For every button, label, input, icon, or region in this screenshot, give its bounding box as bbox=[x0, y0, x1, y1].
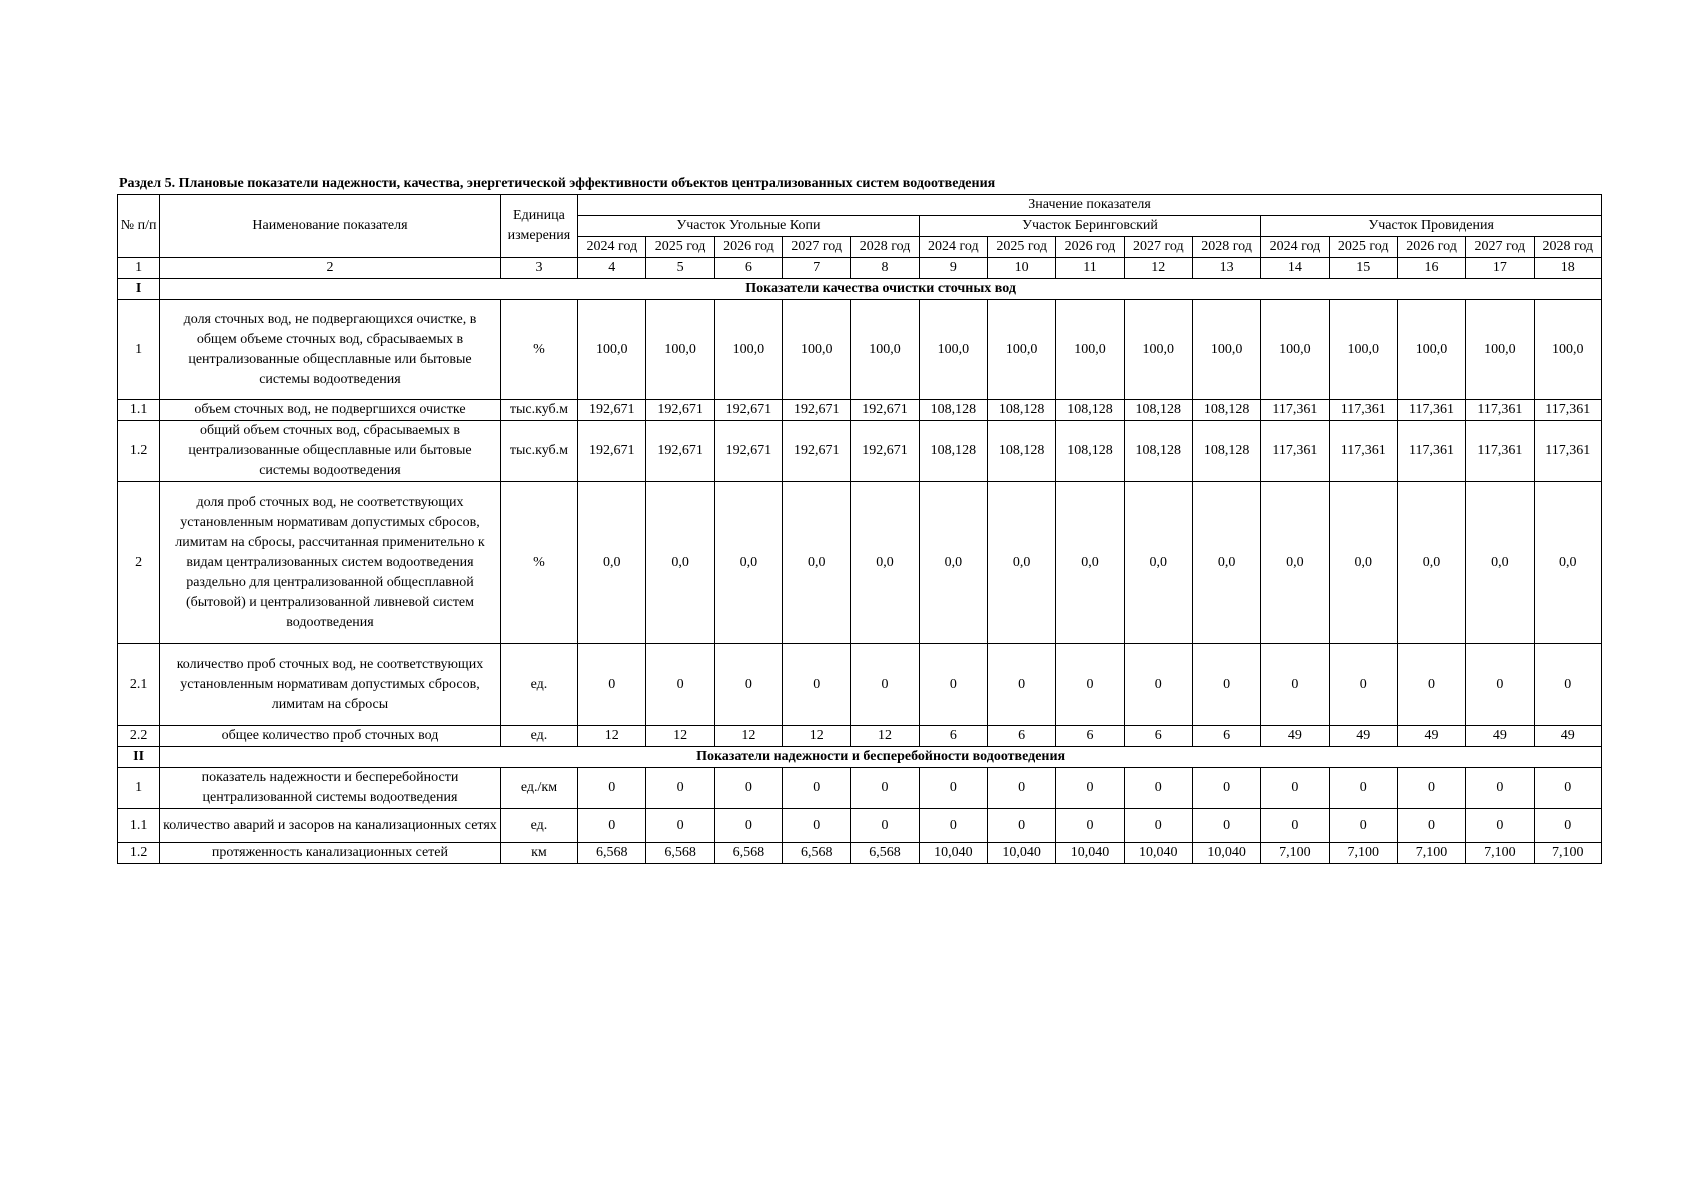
value-cell: 0 bbox=[988, 768, 1056, 809]
row-number: 1.1 bbox=[118, 809, 160, 843]
value-cell: 100,0 bbox=[1534, 300, 1602, 400]
value-cell: 6,568 bbox=[783, 843, 851, 864]
header-site: Участок Провидения bbox=[1261, 216, 1602, 237]
header-name: Наименование показателя bbox=[160, 195, 501, 258]
value-cell: 0 bbox=[1056, 809, 1124, 843]
value-cell: 0,0 bbox=[714, 482, 782, 644]
section-row bbox=[118, 747, 1602, 768]
row-number: 1.2 bbox=[118, 843, 160, 864]
value-cell: 117,361 bbox=[1329, 421, 1397, 482]
indicator-name: количество проб сточных вод, не соответствующих установленным нормативам допустимых сбросов, лимитам на сбросы bbox=[160, 644, 501, 726]
value-cell: 0 bbox=[1534, 809, 1602, 843]
indicator-name: доля сточных вод, не подвергающихся очистке, в общем объеме сточных вод, сбрасываемых в централизованные общесплавные или бытовые системы водоотведения bbox=[160, 300, 501, 400]
value-cell: 49 bbox=[1534, 726, 1602, 747]
header-year: 2025 год bbox=[988, 237, 1056, 258]
value-cell: 0,0 bbox=[1261, 482, 1329, 644]
header-site: Участок Угольные Копи bbox=[578, 216, 920, 237]
value-cell: 0 bbox=[919, 768, 987, 809]
value-cell: 192,671 bbox=[714, 421, 782, 482]
value-cell: 0 bbox=[1329, 768, 1397, 809]
indicator-name: протяженность канализационных сетей bbox=[160, 843, 501, 864]
value-cell: 0 bbox=[851, 809, 919, 843]
value-cell: 0 bbox=[1124, 809, 1192, 843]
header-year: 2024 год bbox=[1261, 237, 1329, 258]
value-cell: 0 bbox=[646, 644, 714, 726]
value-cell: 0 bbox=[1397, 644, 1465, 726]
value-cell: 100,0 bbox=[783, 300, 851, 400]
value-cell: 10,040 bbox=[1056, 843, 1124, 864]
column-number: 6 bbox=[714, 258, 782, 279]
section-row bbox=[118, 279, 1602, 300]
value-cell: 7,100 bbox=[1329, 843, 1397, 864]
indicator-name: показатель надежности и бесперебойности централизованной системы водоотведения bbox=[160, 768, 501, 809]
value-cell: 100,0 bbox=[1261, 300, 1329, 400]
value-cell: 108,128 bbox=[919, 421, 987, 482]
table-body bbox=[118, 279, 1602, 864]
value-cell: 49 bbox=[1466, 726, 1534, 747]
value-cell: 117,361 bbox=[1466, 400, 1534, 421]
value-cell: 117,361 bbox=[1397, 400, 1465, 421]
value-cell: 0 bbox=[1261, 644, 1329, 726]
value-cell: 0 bbox=[988, 644, 1056, 726]
column-number: 13 bbox=[1192, 258, 1260, 279]
table-row bbox=[118, 421, 1602, 482]
value-cell: 0 bbox=[714, 644, 782, 726]
header-year: 2025 год bbox=[646, 237, 714, 258]
value-cell: 6 bbox=[1056, 726, 1124, 747]
value-cell: 0,0 bbox=[1329, 482, 1397, 644]
value-cell: 117,361 bbox=[1397, 421, 1465, 482]
header-site: Участок Беринговский bbox=[919, 216, 1261, 237]
value-cell: 49 bbox=[1329, 726, 1397, 747]
value-cell: 100,0 bbox=[1192, 300, 1260, 400]
unit-cell: тыс.куб.м bbox=[500, 400, 577, 421]
value-cell: 12 bbox=[646, 726, 714, 747]
unit-cell: % bbox=[500, 482, 577, 644]
table-header bbox=[118, 195, 1602, 279]
value-cell: 7,100 bbox=[1466, 843, 1534, 864]
indicator-name: общий объем сточных вод, сбрасываемых в централизованные общесплавные или бытовые системы водоотведения bbox=[160, 421, 501, 482]
header-unit: Единица измерения bbox=[500, 195, 577, 258]
value-cell: 0 bbox=[714, 809, 782, 843]
row-number: 1 bbox=[118, 300, 160, 400]
value-cell: 0 bbox=[1534, 644, 1602, 726]
table-row bbox=[118, 482, 1602, 644]
value-cell: 0,0 bbox=[783, 482, 851, 644]
value-cell: 0 bbox=[1329, 644, 1397, 726]
value-cell: 0 bbox=[919, 644, 987, 726]
header-value: Значение показателя bbox=[578, 195, 1602, 216]
value-cell: 0 bbox=[783, 768, 851, 809]
section-number: II bbox=[118, 747, 160, 768]
value-cell: 100,0 bbox=[646, 300, 714, 400]
value-cell: 6,568 bbox=[646, 843, 714, 864]
value-cell: 100,0 bbox=[578, 300, 646, 400]
row-number: 1.1 bbox=[118, 400, 160, 421]
value-cell: 0 bbox=[646, 768, 714, 809]
header-year: 2028 год bbox=[851, 237, 919, 258]
section-number: I bbox=[118, 279, 160, 300]
row-number: 1.2 bbox=[118, 421, 160, 482]
value-cell: 117,361 bbox=[1534, 400, 1602, 421]
value-cell: 108,128 bbox=[1056, 400, 1124, 421]
header-year: 2024 год bbox=[919, 237, 987, 258]
column-number: 14 bbox=[1261, 258, 1329, 279]
value-cell: 0 bbox=[1466, 768, 1534, 809]
unit-cell: ед. bbox=[500, 644, 577, 726]
column-number: 15 bbox=[1329, 258, 1397, 279]
header-num: № п/п bbox=[118, 195, 160, 258]
value-cell: 0,0 bbox=[1466, 482, 1534, 644]
value-cell: 117,361 bbox=[1261, 400, 1329, 421]
value-cell: 108,128 bbox=[1192, 421, 1260, 482]
row-number: 2 bbox=[118, 482, 160, 644]
header-year: 2028 год bbox=[1192, 237, 1260, 258]
value-cell: 0,0 bbox=[1534, 482, 1602, 644]
value-cell: 192,671 bbox=[851, 400, 919, 421]
value-cell: 100,0 bbox=[1397, 300, 1465, 400]
column-numbers-row bbox=[118, 258, 1602, 279]
value-cell: 0 bbox=[1261, 809, 1329, 843]
value-cell: 0 bbox=[578, 809, 646, 843]
value-cell: 6,568 bbox=[578, 843, 646, 864]
value-cell: 0 bbox=[1124, 768, 1192, 809]
value-cell: 10,040 bbox=[1192, 843, 1260, 864]
value-cell: 108,128 bbox=[1056, 421, 1124, 482]
indicator-name: доля проб сточных вод, не соответствующих установленным нормативам допустимых сбросов, лимитам на сбросы, рассчитанная применительно к видам централизованных систем водоотведения раздельно для централизованной общесплавной (бытовой) и централизованной ливневой систем водоотведения bbox=[160, 482, 501, 644]
column-number: 5 bbox=[646, 258, 714, 279]
header-year: 2025 год bbox=[1329, 237, 1397, 258]
value-cell: 108,128 bbox=[988, 400, 1056, 421]
value-cell: 12 bbox=[578, 726, 646, 747]
unit-cell: ед. bbox=[500, 809, 577, 843]
row-number: 2.2 bbox=[118, 726, 160, 747]
value-cell: 0 bbox=[646, 809, 714, 843]
value-cell: 117,361 bbox=[1261, 421, 1329, 482]
value-cell: 10,040 bbox=[1124, 843, 1192, 864]
column-number: 1 bbox=[118, 258, 160, 279]
column-number: 12 bbox=[1124, 258, 1192, 279]
value-cell: 0 bbox=[1192, 644, 1260, 726]
value-cell: 0 bbox=[1192, 768, 1260, 809]
column-number: 8 bbox=[851, 258, 919, 279]
table-row bbox=[118, 726, 1602, 747]
value-cell: 0 bbox=[919, 809, 987, 843]
value-cell: 0,0 bbox=[1124, 482, 1192, 644]
header-year: 2027 год bbox=[1124, 237, 1192, 258]
value-cell: 192,671 bbox=[714, 400, 782, 421]
value-cell: 0 bbox=[1397, 809, 1465, 843]
value-cell: 0 bbox=[1534, 768, 1602, 809]
value-cell: 192,671 bbox=[646, 421, 714, 482]
header-year: 2027 год bbox=[783, 237, 851, 258]
value-cell: 0 bbox=[1124, 644, 1192, 726]
value-cell: 0 bbox=[714, 768, 782, 809]
value-cell: 0,0 bbox=[919, 482, 987, 644]
column-number: 7 bbox=[783, 258, 851, 279]
value-cell: 7,100 bbox=[1261, 843, 1329, 864]
value-cell: 0 bbox=[1056, 644, 1124, 726]
value-cell: 0 bbox=[988, 809, 1056, 843]
value-cell: 108,128 bbox=[1124, 400, 1192, 421]
header-year: 2026 год bbox=[1056, 237, 1124, 258]
unit-cell: тыс.куб.м bbox=[500, 421, 577, 482]
header-year: 2026 год bbox=[1397, 237, 1465, 258]
value-cell: 6,568 bbox=[714, 843, 782, 864]
row-number: 2.1 bbox=[118, 644, 160, 726]
column-number: 18 bbox=[1534, 258, 1602, 279]
value-cell: 6,568 bbox=[851, 843, 919, 864]
indicators-table bbox=[117, 194, 1602, 864]
value-cell: 108,128 bbox=[1124, 421, 1192, 482]
value-cell: 192,671 bbox=[578, 421, 646, 482]
value-cell: 100,0 bbox=[988, 300, 1056, 400]
page-title: Раздел 5. Плановые показатели надежности, качества, энергетической эффективности объектов централизованных систем водоотведения bbox=[119, 176, 996, 191]
value-cell: 0,0 bbox=[578, 482, 646, 644]
value-cell: 6 bbox=[1192, 726, 1260, 747]
unit-cell: % bbox=[500, 300, 577, 400]
indicator-name: общее количество проб сточных вод bbox=[160, 726, 501, 747]
value-cell: 100,0 bbox=[1056, 300, 1124, 400]
value-cell: 10,040 bbox=[988, 843, 1056, 864]
column-number: 17 bbox=[1466, 258, 1534, 279]
value-cell: 192,671 bbox=[646, 400, 714, 421]
value-cell: 100,0 bbox=[919, 300, 987, 400]
value-cell: 100,0 bbox=[1124, 300, 1192, 400]
value-cell: 108,128 bbox=[988, 421, 1056, 482]
value-cell: 0 bbox=[851, 644, 919, 726]
section-title: Показатели качества очистки сточных вод bbox=[160, 279, 1602, 300]
value-cell: 0 bbox=[1329, 809, 1397, 843]
value-cell: 6 bbox=[988, 726, 1056, 747]
column-number: 4 bbox=[578, 258, 646, 279]
value-cell: 49 bbox=[1261, 726, 1329, 747]
value-cell: 0 bbox=[1397, 768, 1465, 809]
table-row bbox=[118, 300, 1602, 400]
value-cell: 7,100 bbox=[1397, 843, 1465, 864]
value-cell: 0,0 bbox=[1397, 482, 1465, 644]
unit-cell: ед. bbox=[500, 726, 577, 747]
column-number: 10 bbox=[988, 258, 1056, 279]
value-cell: 0,0 bbox=[1056, 482, 1124, 644]
value-cell: 6 bbox=[1124, 726, 1192, 747]
value-cell: 12 bbox=[714, 726, 782, 747]
column-number: 16 bbox=[1397, 258, 1465, 279]
value-cell: 0 bbox=[1192, 809, 1260, 843]
value-cell: 0 bbox=[1466, 809, 1534, 843]
indicator-name: количество аварий и засоров на канализационных сетях bbox=[160, 809, 501, 843]
column-number: 3 bbox=[500, 258, 577, 279]
table-row bbox=[118, 809, 1602, 843]
value-cell: 192,671 bbox=[578, 400, 646, 421]
value-cell: 192,671 bbox=[783, 421, 851, 482]
value-cell: 12 bbox=[851, 726, 919, 747]
column-number: 2 bbox=[160, 258, 501, 279]
value-cell: 117,361 bbox=[1466, 421, 1534, 482]
header-row bbox=[118, 195, 1602, 216]
value-cell: 0 bbox=[1261, 768, 1329, 809]
value-cell: 0 bbox=[1056, 768, 1124, 809]
value-cell: 0,0 bbox=[646, 482, 714, 644]
value-cell: 0 bbox=[578, 768, 646, 809]
value-cell: 0,0 bbox=[1192, 482, 1260, 644]
value-cell: 0 bbox=[578, 644, 646, 726]
row-number: 1 bbox=[118, 768, 160, 809]
value-cell: 108,128 bbox=[919, 400, 987, 421]
column-number: 9 bbox=[919, 258, 987, 279]
value-cell: 192,671 bbox=[783, 400, 851, 421]
value-cell: 0,0 bbox=[988, 482, 1056, 644]
indicator-name: объем сточных вод, не подвергшихся очистке bbox=[160, 400, 501, 421]
value-cell: 117,361 bbox=[1329, 400, 1397, 421]
value-cell: 117,361 bbox=[1534, 421, 1602, 482]
header-year: 2028 год bbox=[1534, 237, 1602, 258]
column-number: 11 bbox=[1056, 258, 1124, 279]
value-cell: 108,128 bbox=[1192, 400, 1260, 421]
unit-cell: км bbox=[500, 843, 577, 864]
value-cell: 100,0 bbox=[714, 300, 782, 400]
value-cell: 100,0 bbox=[1466, 300, 1534, 400]
value-cell: 12 bbox=[783, 726, 851, 747]
value-cell: 100,0 bbox=[1329, 300, 1397, 400]
value-cell: 0 bbox=[851, 768, 919, 809]
value-cell: 10,040 bbox=[919, 843, 987, 864]
value-cell: 49 bbox=[1397, 726, 1465, 747]
table-row bbox=[118, 644, 1602, 726]
value-cell: 0 bbox=[783, 644, 851, 726]
header-year: 2026 год bbox=[714, 237, 782, 258]
section-title: Показатели надежности и бесперебойности водоотведения bbox=[160, 747, 1602, 768]
table-row bbox=[118, 400, 1602, 421]
value-cell: 7,100 bbox=[1534, 843, 1602, 864]
value-cell: 0 bbox=[783, 809, 851, 843]
value-cell: 0 bbox=[1466, 644, 1534, 726]
table-row bbox=[118, 768, 1602, 809]
value-cell: 6 bbox=[919, 726, 987, 747]
value-cell: 192,671 bbox=[851, 421, 919, 482]
unit-cell: ед./км bbox=[500, 768, 577, 809]
value-cell: 0,0 bbox=[851, 482, 919, 644]
value-cell: 100,0 bbox=[851, 300, 919, 400]
header-year: 2024 год bbox=[578, 237, 646, 258]
header-year: 2027 год bbox=[1466, 237, 1534, 258]
table-row bbox=[118, 843, 1602, 864]
